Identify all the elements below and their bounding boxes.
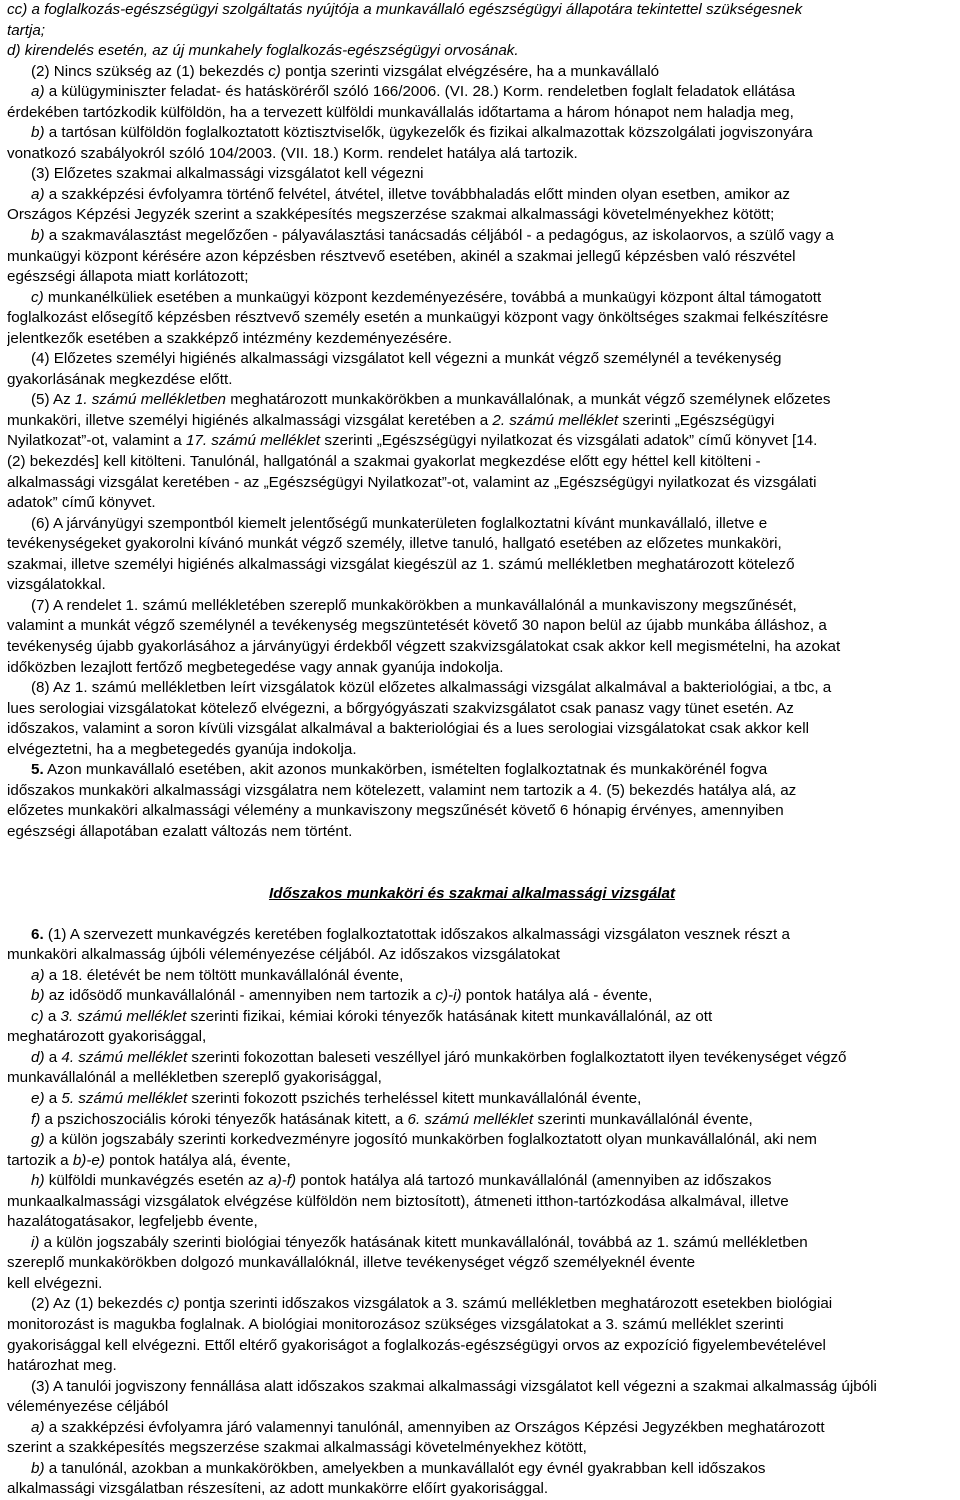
text-segment: Azon munkavállaló esetében, akit azonos munkakörben, ismételten foglalkoztatnak és munkakörénél fogva [43, 761, 768, 779]
text-segment: érdekében tartózkodik külföldön, ha a tervezett külföldi munkavállalás időtartama a három hónapot nem haladja meg, [7, 103, 794, 121]
text-segment: pontok hatálya alá - évente, [461, 987, 653, 1005]
italic-reference: c)-i) [435, 987, 462, 1005]
text-segment: gyakorlásának megkezdése előtt. [7, 370, 233, 388]
italic-reference: a) [31, 185, 45, 203]
text-segment: elvégeztetni, ha a megbetegedés gyanúja indokolja. [7, 740, 357, 758]
text-segment: a külön jogszabály szerinti korkedvezményre jogosító munkakörben foglalkoztatott olyan munkavállalónál, aki nem [44, 1131, 817, 1149]
text-line [7, 390, 937, 411]
text-line [7, 1048, 937, 1069]
text-segment: szerinti fizikai, kémiai kóroki tényezők hatásának kitett munkavállalónál, az ott [186, 1007, 713, 1025]
text-segment: szerinti fokozott pszichés terheléssel kitett munkavállalónál évente, [187, 1089, 642, 1107]
text-line [7, 1315, 937, 1336]
italic-reference: 3. számú melléklet [60, 1007, 187, 1025]
text-line [7, 1110, 937, 1131]
text-line [7, 1356, 937, 1377]
text-line [7, 205, 937, 226]
text-line [7, 760, 937, 781]
text-segment: munkaügyi központ kérésére azon képzésben résztvevő esetében, akinél a szakmai jellegű képzésben való részvétel [7, 247, 796, 265]
text-line [7, 1253, 937, 1274]
text-segment: hazalátogatásakor, legfeljebb évente, [7, 1213, 258, 1231]
text-segment: Nyilatkozat”-ot, valamint a [7, 432, 186, 450]
text-segment: külföldi munkavégzés esetén az [44, 1172, 269, 1190]
text-line [7, 781, 937, 802]
italic-reference: b) [31, 227, 45, 245]
text-segment: szerinti „Egészségügyi nyilatkozat és vizsgálati adatok” című könyvet [14. [320, 432, 818, 450]
italic-reference: a) [31, 83, 45, 101]
text-segment: szerinti „Egészségügyi [618, 411, 775, 429]
text-line [7, 185, 937, 206]
italic-reference: cc) a foglalkozás-egészségügyi szolgáltatás nyújtója a munkavállaló egészségügyi állapotára tekintettel szükségesnek [7, 1, 803, 18]
text-segment: (6) A járványügyi szempontból kiemelt jelentőségű munkaterületen foglalkoztatni kívánt munkavállaló, illetve e [31, 514, 768, 532]
text-line [7, 62, 937, 83]
text-line [7, 1192, 937, 1213]
text-segment: Országos Képzési Jegyzék szerint a szakképesítés megszerzése szakmai alkalmassági követelményekhez kötött; [7, 206, 775, 224]
text-segment: egészségi állapota miatt korlátozott; [7, 268, 249, 286]
text-segment: egészségi állapotában ezalatt változás nem történt. [7, 822, 353, 840]
italic-reference: tartja; [7, 21, 45, 39]
text-segment: adatok” című könyvet. [7, 494, 156, 512]
text-segment: a 18. életévét be nem töltött munkavállalónál évente, [44, 966, 404, 984]
text-line [7, 925, 937, 946]
text-line [7, 575, 937, 596]
text-line [7, 822, 937, 843]
text-segment: (2) Nincs szükség az (1) bekezdés [31, 62, 269, 80]
text-segment: a szakmaválasztást megelőzően - pályaválasztási tanácsadás céljából - a pedagógus, az iskolaorvos, a szülő vagy a [44, 227, 834, 245]
text-line [7, 431, 937, 452]
text-line [7, 1336, 937, 1357]
text-line [7, 1294, 937, 1315]
italic-reference: c) [166, 1295, 180, 1313]
text-line [7, 534, 937, 555]
text-segment: meghatározott munkakörökben a munkavállalónak, a munkát végző személynek előzetes [226, 391, 831, 409]
text-line [7, 308, 937, 329]
text-line [7, 41, 937, 62]
text-segment: a [44, 1089, 62, 1107]
text-segment: szerinti fokozottan baleseti veszéllyel járó munkakörben foglalkoztatott ilyen tevékenységet végző [187, 1048, 847, 1066]
text-segment: időközben lezajlott fertőző megbetegedése vagy annak gyanúja indokolja. [7, 658, 504, 676]
italic-reference: a) [31, 966, 45, 984]
italic-reference: d) [31, 1048, 45, 1066]
text-line [7, 288, 937, 309]
text-line [7, 966, 937, 987]
blank-line [7, 904, 937, 925]
text-line [7, 719, 937, 740]
italic-reference: b) [31, 987, 45, 1005]
text-line [7, 349, 937, 370]
text-segment: alkalmassági vizsgálatban részesíteni, az adott munkakörre előírt gyakorisággal. [7, 1480, 549, 1498]
italic-reference: b) [31, 124, 45, 142]
text-segment: munkaköri alkalmasság újbóli véleményezése céljából. Az időszakos vizsgálatokat [7, 946, 560, 964]
text-segment: a szakképzési évfolyamra járó valamennyi tanulónál, amennyiben az Országos Képzési Jegyzékben meghatározott [44, 1418, 825, 1436]
text-segment: (1) A szervezett munkavégzés keretében foglalkoztatottak időszakos alkalmassági vizsgálaton vesznek részt a [43, 925, 790, 943]
text-line [7, 658, 937, 679]
text-segment: pontja szerinti vizsgálat elvégzésére, ha a munkavállaló [280, 62, 660, 80]
text-segment: (4) Előzetes személyi higiénés alkalmassági vizsgálatot kell végezni a munkát végző személynél a tevékenység [31, 350, 782, 368]
text-line [7, 1007, 937, 1028]
text-segment: az idősödő munkavállalónál - amennyiben nem tartozik a [44, 987, 436, 1005]
text-line [7, 801, 937, 822]
text-line [7, 1171, 937, 1192]
text-line [7, 1479, 937, 1500]
italic-reference: a)-f) [268, 1172, 297, 1190]
italic-reference: c) [31, 288, 44, 306]
text-line [7, 1151, 937, 1172]
text-segment: a külön jogszabály szerinti biológiai tényezők hatásának kitett munkavállalónál, továbbá az 1. számú mellékletben [39, 1233, 808, 1251]
italic-reference: d) kirendelés esetén, az új munkahely foglalkozás-egészségügyi orvosának. [7, 42, 519, 60]
text-segment: (8) Az 1. számú mellékletben leírt vizsgálatok közül előzetes alkalmassági vizsgálat alkalmával a bakteriológiai, a tbc, a [31, 679, 832, 697]
text-line [7, 637, 937, 658]
text-segment: időszakos munkaköri alkalmassági vizsgálatra nem kötelezett, valamint nem tartozik a 4. (5) bekezdés hatálya alá, az [7, 781, 797, 799]
text-line [7, 986, 937, 1007]
text-segment: a [44, 1048, 62, 1066]
blank-line [7, 842, 937, 863]
text-segment: (3) A tanulói jogviszony fennállása alatt időszakos szakmai alkalmassági vizsgálatot kell végezni a szakmai alkalmasság újbóli [31, 1377, 877, 1395]
italic-reference: 17. számú melléklet [185, 432, 321, 450]
text-line [7, 411, 937, 432]
italic-reference: 4. számú melléklet [61, 1048, 188, 1066]
text-segment: időszakos, valamint a soron kívüli vizsgálat alkalmával a bakteriológiai és a lues serologiai vizsgálatokat csak akkor kell [7, 720, 809, 738]
text-line [7, 1130, 937, 1151]
text-segment: munkanélküliek esetében a munkaügyi központ kezdeményezésére, továbbá a munkaügyi központ által támogatott [43, 288, 822, 306]
text-segment: meghatározott gyakorisággal, [7, 1028, 207, 1046]
text-segment: pontok hatálya alá, évente, [104, 1151, 291, 1169]
text-line [7, 452, 937, 473]
text-segment: pontja szerinti időszakos vizsgálatok a 3. számú mellékletben meghatározott esetekben biológiai [179, 1295, 833, 1313]
italic-reference: 1. számú mellékletben [74, 391, 226, 409]
text-segment: a tartósan külföldön foglalkoztatott köztisztviselők, ügykezelők és fizikai alkalmazottak közszolgálati jogviszonyára [44, 124, 813, 142]
text-segment: a pszichoszociális kóroki tényezők hatásának kitett, a [40, 1110, 408, 1128]
blank-line [7, 863, 937, 884]
section-number: 5. [31, 761, 44, 779]
text-line [7, 370, 937, 391]
italic-reference: g) [31, 1131, 45, 1149]
text-line [7, 144, 937, 165]
italic-reference: c) [268, 62, 281, 80]
text-line [7, 1274, 937, 1295]
text-segment: (3) Előzetes szakmai alkalmassági vizsgálatot kell végezni [31, 165, 424, 183]
text-line [7, 596, 937, 617]
text-line [7, 699, 937, 720]
text-line [7, 1418, 937, 1439]
text-line [7, 740, 937, 761]
text-line [7, 1438, 937, 1459]
text-line [7, 103, 937, 124]
text-line [7, 21, 937, 42]
text-segment: szakmai, illetve személyi higiénés alkalmassági vizsgálat kiegészül az 1. számú mellékletben meghatározott kötelező [7, 555, 795, 573]
text-segment: munkaalkalmassági vizsgálatok elvégzése külföldön nem biztosított), átmeneti itthon-tartózkodása alkalmával, illetve [7, 1192, 789, 1210]
text-line [7, 1397, 937, 1418]
text-segment: kell elvégezni. [7, 1274, 103, 1292]
text-line [7, 247, 937, 268]
text-segment: a szakképzési évfolyamra történő felvétel, átvétel, illetve továbbhaladás előtt minden olyan esetben, amikor az [44, 185, 790, 203]
text-line [7, 1089, 937, 1110]
text-segment: tartozik a [7, 1151, 73, 1169]
text-segment: szerinti munkavállalónál évente, [533, 1110, 753, 1128]
text-line [7, 1212, 937, 1233]
text-line [7, 164, 937, 185]
text-segment: vizsgálatokkal. [7, 576, 106, 594]
text-segment: gyakorisággal kell elvégezni. Ettől eltérő gyakoriságot a foglalkozás-egészségügyi orvos az expozíció figyelembevételével [7, 1336, 826, 1354]
text-line [7, 226, 937, 247]
text-segment: alkalmassági vizsgálat keretében - az „Egészségügyi Nyilatkozat”-ot, valamint az „Egészségügyi nyilatkozat és vizsgálati [7, 473, 817, 491]
section-heading: Időszakos munkaköri és szakmai alkalmassági vizsgálat [268, 884, 676, 902]
text-line [7, 82, 937, 103]
text-line [7, 123, 937, 144]
italic-reference: b) [31, 1459, 45, 1477]
text-segment: vonatkozó szabályokról szóló 104/2003. (VII. 18.) Korm. rendelet hatálya alá tartozik. [7, 144, 578, 162]
text-segment: valamint a munkát végző személynél a tevékenység megszüntetését követő 30 napon belül az újabb munkába álláshoz, a [7, 617, 827, 635]
text-line [7, 493, 937, 514]
text-segment: monitorozást is magukba foglalnak. A biológiai monitorozásoz szükséges vizsgálatokat a 3. számú melléklet szerinti [7, 1316, 784, 1333]
italic-reference: 2. számú melléklet [492, 411, 619, 429]
text-segment: jelentkezők esetében a szakképző intézmény kezdeményezésére. [7, 329, 452, 347]
text-segment: tevékenység újabb gyakorlásához a járványügyi érdekből végzett szakvizsgálatokat csak akkor kell megismételni, ha azokat [7, 637, 841, 655]
text-segment: szereplő munkakörökben dolgozó munkavállalóknál, illetve tevékenységet végző személyeknél évente [7, 1254, 696, 1272]
text-segment: munkaköri, illetve személyi higiénés alkalmassági vizsgálat keretében a [7, 411, 493, 429]
italic-reference: c) [31, 1007, 44, 1025]
text-line [7, 267, 937, 288]
italic-reference: 6. számú melléklet [407, 1110, 534, 1128]
text-segment: (5) Az [31, 391, 75, 409]
text-segment: szerint a szakképesítés megszerzése szakmai alkalmassági követelményekhez kötött, [7, 1439, 587, 1457]
text-line [7, 1068, 937, 1089]
text-line [7, 1027, 937, 1048]
text-line [7, 555, 937, 576]
text-segment: (2) bekezdés] kell kitölteni. Tanulónál, hallgatónál a szakmai gyakorlat megkezdése előtt egy héttel kell kitölteni - [7, 453, 761, 471]
italic-reference: h) [31, 1172, 45, 1190]
text-segment: tevékenységeket gyakorolni kívánó munkát végző személy, illetve tanuló, hallgató esetében az előzetes munkaköri, [7, 535, 782, 553]
text-segment: foglalkozást elősegítő képzésben résztvevő személy esetén a munkaügyi központ vagy önköltséges szakmai felkészítésre [7, 309, 829, 327]
text-segment: (2) Az (1) bekezdés [31, 1295, 167, 1313]
text-line [7, 0, 937, 21]
text-line [7, 473, 937, 494]
text-line [7, 329, 937, 350]
section-number: 6. [31, 925, 44, 943]
italic-reference: i) [31, 1233, 40, 1251]
italic-reference: f) [31, 1110, 41, 1128]
italic-reference: a) [31, 1418, 45, 1436]
text-segment: a [43, 1007, 61, 1025]
text-line [7, 1233, 937, 1254]
text-segment: a külügyminiszter feladat- és hatásköréről szóló 166/2006. (VI. 28.) Korm. rendeletben foglalt feladatok ellátása [44, 83, 796, 101]
text-segment: határozhat meg. [7, 1357, 117, 1375]
text-segment: a tanulónál, azokban a munkakörökben, amelyekben a munkavállalót egy évnél gyakrabban kell időszakos [44, 1459, 766, 1477]
text-line [7, 616, 937, 637]
italic-reference: e) [31, 1089, 45, 1107]
text-line [7, 945, 937, 966]
text-segment: (7) A rendelet 1. számú mellékletében szereplő munkakörökben a munkavállalónál a munkaviszony megszűnését, [31, 596, 797, 614]
text-line [7, 678, 937, 699]
text-segment: lues serologiai vizsgálatokat kötelező elvégezni, a bőrgyógyászati szakvizsgálatot csak panasz vagy tünet esetén. Az [7, 699, 794, 717]
text-line [7, 1377, 937, 1398]
italic-reference: 5. számú melléklet [61, 1089, 188, 1107]
text-segment: munkavállalónál a mellékletben szereplő gyakorisággal, [7, 1069, 382, 1087]
text-segment: véleményezése céljából [7, 1398, 169, 1416]
text-segment: pontok hatálya alá tartozó munkavállalónál (amennyiben az időszakos [296, 1172, 772, 1190]
text-segment: előzetes munkaköri alkalmassági vélemény a munkaviszony megszűnését követő 6 hónapig érvényes, amennyiben [7, 802, 784, 820]
text-line [7, 514, 937, 535]
italic-reference: b)-e) [72, 1151, 105, 1169]
